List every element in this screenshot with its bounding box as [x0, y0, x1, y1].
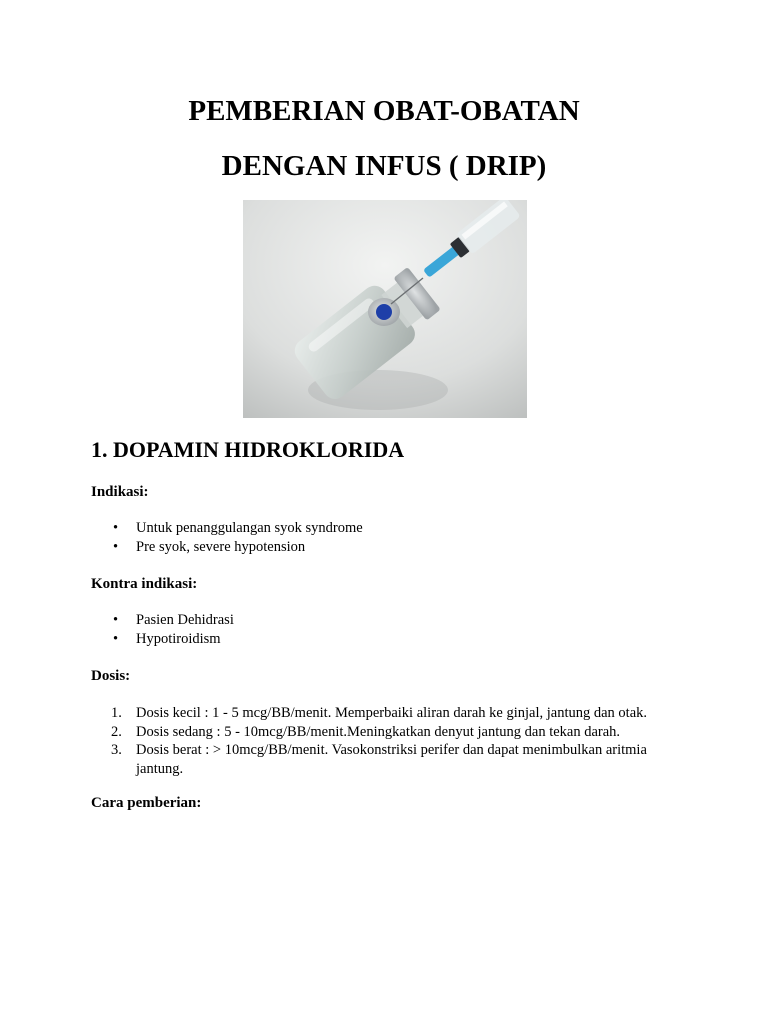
list-number: 3. — [111, 742, 122, 758]
dosis-list — [91, 704, 691, 778]
vial-cap-blue — [376, 304, 392, 320]
bullet-mark: • — [113, 538, 119, 555]
list-item: • Hypotiroidism — [113, 630, 221, 647]
bullet-mark: • — [113, 630, 119, 647]
list-number: 2. — [111, 723, 122, 740]
document-title-line-2: DENGAN INFUS ( DRIP) — [221, 150, 547, 182]
indikasi-list — [91, 519, 691, 556]
bullet-mark: • — [113, 520, 119, 536]
list-number: 1. — [111, 705, 122, 721]
list-item: • Pre syok, severe hypotension — [113, 538, 306, 555]
list-item: • Untuk penanggulangan syok syndrome — [113, 520, 363, 536]
list-item: • Pasien Dehidrasi — [113, 612, 234, 628]
section-heading-dopamin: 1. DOPAMIN HIDROKLORIDA — [91, 437, 405, 462]
kontra-indikasi-list — [91, 611, 691, 648]
kontra-indikasi-label: Kontra indikasi: — [91, 576, 198, 592]
dosis-label: Dosis: — [91, 668, 131, 684]
document-title-line-1: PEMBERIAN OBAT-OBATAN — [188, 95, 580, 127]
list-item: 2. Dosis sedang : 5 - 10mcg/BB/menit.Meningkatkan denyut jantung dan tekan darah. — [111, 723, 621, 740]
syringe-vial-photo — [243, 200, 527, 418]
bullet-mark: • — [113, 612, 119, 628]
indikasi-label: Indikasi: — [91, 484, 149, 500]
list-item: 1. Dosis kecil : 1 - 5 mcg/BB/menit. Memperbaiki aliran darah ke ginjal, jantung dan otak. — [111, 705, 648, 721]
list-item: 3. Dosis berat : > 10mcg/BB/menit. Vasokonstriksi perifer dan dapat menimbulkan aritmia jantung. — [111, 742, 647, 777]
cara-pemberian-label: Cara pemberian: — [91, 795, 202, 811]
